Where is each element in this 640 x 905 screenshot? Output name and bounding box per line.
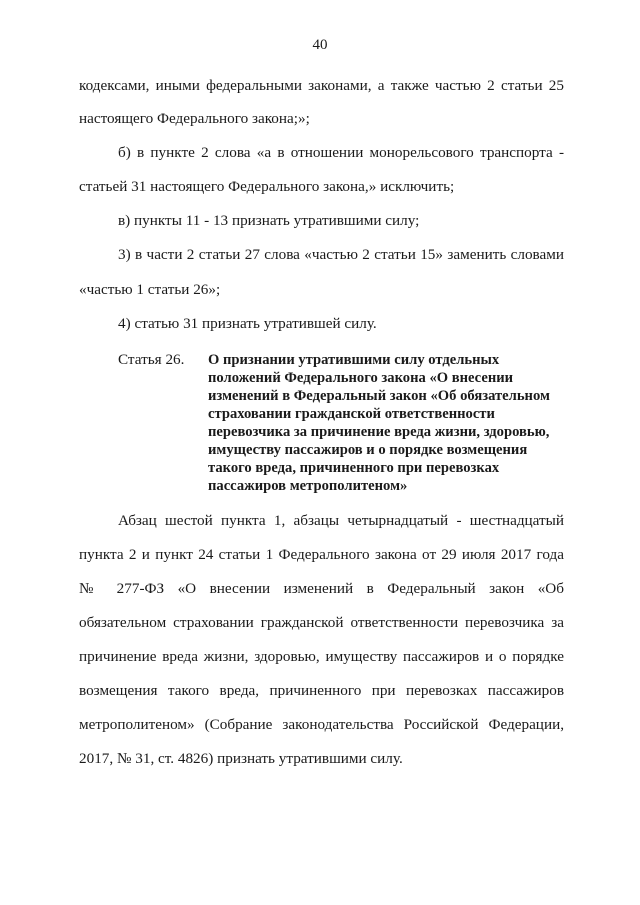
- article-title-line: пассажиров метрополитеном»: [208, 478, 408, 494]
- article-title-line: страховании гражданской ответственности: [208, 406, 495, 422]
- article-title-line: изменений в Федеральный закон «Об обязательном: [208, 388, 550, 404]
- paragraph-line: № 277-ФЗ «О внесении изменений в Федеральный закон «Об: [79, 580, 564, 597]
- article-label: Статья 26.: [118, 351, 185, 368]
- page-number: 40: [312, 37, 328, 53]
- paragraph-line: настоящего Федерального закона;»;: [79, 110, 310, 127]
- paragraph-line: статьей 31 настоящего Федерального закона,» исключить;: [79, 178, 455, 195]
- paragraph-line: 2017, № 31, ст. 4826) признать утратившими силу.: [79, 750, 403, 767]
- paragraph-line: обязательном страховании гражданской ответственности перевозчика за: [79, 614, 564, 631]
- paragraph-line: б) в пункте 2 слова «а в отношении монорельсового транспорта -: [118, 144, 564, 161]
- paragraph-line: метрополитеном» (Собрание законодательства Российской Федерации,: [79, 716, 564, 733]
- article-title-line: перевозчика за причинение вреда жизни, здоровью,: [208, 424, 550, 440]
- article-title-line: О признании утратившими силу отдельных: [208, 352, 500, 368]
- paragraph-line: «частью 1 статьи 26»;: [79, 281, 221, 298]
- paragraph-line: кодексами, иными федеральными законами, а также частью 2 статьи 25: [79, 77, 564, 94]
- article-title-line: имуществу пассажиров и о порядке возмещения: [208, 442, 528, 458]
- article-title-line: положений Федерального закона «О внесении: [208, 370, 514, 386]
- paragraph-line: возмещения такого вреда, причиненного при перевозках пассажиров: [79, 682, 564, 699]
- paragraph-line: 3) в части 2 статьи 27 слова «частью 2 статьи 15» заменить словами: [118, 246, 564, 263]
- paragraph-line: причинение вреда жизни, здоровью, имуществу пассажиров и о порядке: [79, 648, 564, 665]
- paragraph-line: в) пункты 11 - 13 признать утратившими силу;: [118, 212, 420, 229]
- paragraph-line: 4) статью 31 признать утратившей силу.: [118, 315, 377, 332]
- paragraph-line: Абзац шестой пункта 1, абзацы четырнадцатый - шестнадцатый: [118, 512, 564, 529]
- paragraph-line: пункта 2 и пункт 24 статьи 1 Федерального закона от 29 июля 2017 года: [79, 546, 564, 563]
- article-title-line: такого вреда, причиненного при перевозках: [208, 460, 500, 476]
